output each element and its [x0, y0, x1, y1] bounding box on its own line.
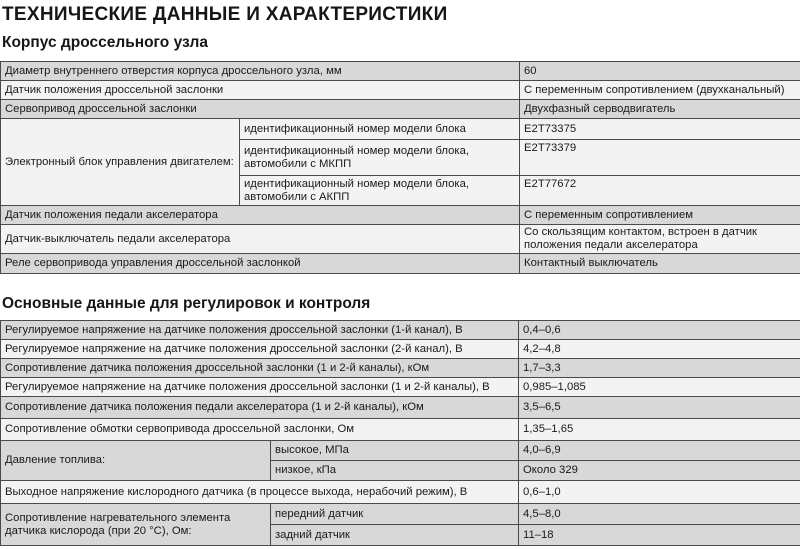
sub-row-label: идентификационный номер модели блока — [240, 119, 520, 140]
sub-row-value: E2T73375 — [520, 119, 800, 140]
row-label: Сервопривод дроссельной заслонки — [1, 100, 520, 119]
throttle-body-table — [0, 61, 800, 274]
row-value: 0,4–0,6 — [519, 321, 800, 340]
sub-row-label: высокое, МПа — [271, 441, 519, 461]
row-label: Давление топлива: — [1, 441, 271, 481]
table-row — [1, 119, 800, 140]
row-value: Со скользящим контактом, встроен в датчик положения педали акселератора — [520, 225, 800, 254]
table-row — [1, 225, 800, 254]
adjustment-data-table — [0, 320, 800, 546]
row-label: Диаметр внутреннего отверстия корпуса дроссельного узла, мм — [1, 62, 520, 81]
row-value: 1,35–1,65 — [519, 419, 800, 441]
sub-row-value: E2T77672 — [520, 176, 800, 206]
sub-row-value: Около 329 — [519, 461, 800, 481]
row-value: 4,2–4,8 — [519, 340, 800, 359]
table-row — [1, 481, 800, 504]
sub-row-label: идентификационный номер модели блока, автомобили с МКПП — [240, 140, 520, 176]
row-label: Регулируемое напряжение на датчике положения дроссельной заслонки (1 и 2-й каналы), В — [1, 378, 519, 397]
row-label: Регулируемое напряжение на датчике положения дроссельной заслонки (2-й канал), В — [1, 340, 519, 359]
row-value: Контактный выключатель — [520, 254, 800, 274]
table-row — [1, 62, 800, 81]
sub-row-value: 11–18 — [519, 525, 800, 546]
row-label: Сопротивление нагревательного элемента датчика кислорода (при 20 °С), Ом: — [1, 504, 271, 546]
row-label: Сопротивление обмотки сервопривода дроссельной заслонки, Ом — [1, 419, 519, 441]
row-value: Двухфазный серводвигатель — [520, 100, 800, 119]
row-value: С переменным сопротивлением — [520, 206, 800, 225]
table-row — [1, 206, 800, 225]
row-label: Выходное напряжение кислородного датчика (в процессе выхода, нерабочий режим), В — [1, 481, 519, 504]
sub-row-label: задний датчик — [271, 525, 519, 546]
table-row — [1, 321, 800, 340]
table-row — [1, 397, 800, 419]
row-label: Электронный блок управления двигателем: — [1, 119, 240, 206]
row-label: Сопротивление датчика положения педали акселератора (1 и 2-й каналы), кОм — [1, 397, 519, 419]
row-value: 3,5–6,5 — [519, 397, 800, 419]
row-value: 1,7–3,3 — [519, 359, 800, 378]
table-row — [1, 340, 800, 359]
row-value: С переменным сопротивлением (двухканальный) — [520, 81, 800, 100]
table-row — [1, 419, 800, 441]
row-value: 0,6–1,0 — [519, 481, 800, 504]
section-heading-throttle-body: Корпус дроссельного узла — [2, 34, 208, 51]
row-label: Датчик положения педали акселератора — [1, 206, 520, 225]
row-label: Реле сервопривода управления дроссельной заслонкой — [1, 254, 520, 274]
table-row — [1, 100, 800, 119]
sub-row-label: идентификационный номер модели блока, автомобили с АКПП — [240, 176, 520, 206]
table-row — [1, 441, 800, 461]
row-label: Датчик положения дроссельной заслонки — [1, 81, 520, 100]
row-value: 0,985–1,085 — [519, 378, 800, 397]
row-label: Сопротивление датчика положения дроссельной заслонки (1 и 2-й каналы), кОм — [1, 359, 519, 378]
table-row — [1, 359, 800, 378]
section-heading-adjustment-data: Основные данные для регулировок и контроля — [2, 295, 371, 312]
row-value: 60 — [520, 62, 800, 81]
table-row — [1, 254, 800, 274]
table-row — [1, 81, 800, 100]
table-row — [1, 504, 800, 525]
sub-row-value: 4,0–6,9 — [519, 441, 800, 461]
sub-row-value: 4,5–8,0 — [519, 504, 800, 525]
row-label: Датчик-выключатель педали акселератора — [1, 225, 520, 254]
page-title: ТЕХНИЧЕСКИЕ ДАННЫЕ И ХАРАКТЕРИСТИКИ — [2, 4, 448, 25]
table-row — [1, 378, 800, 397]
row-label: Регулируемое напряжение на датчике положения дроссельной заслонки (1-й канал), В — [1, 321, 519, 340]
sub-row-value: E2T73379 — [520, 140, 800, 176]
sub-row-label: передний датчик — [271, 504, 519, 525]
sub-row-label: низкое, кПа — [271, 461, 519, 481]
